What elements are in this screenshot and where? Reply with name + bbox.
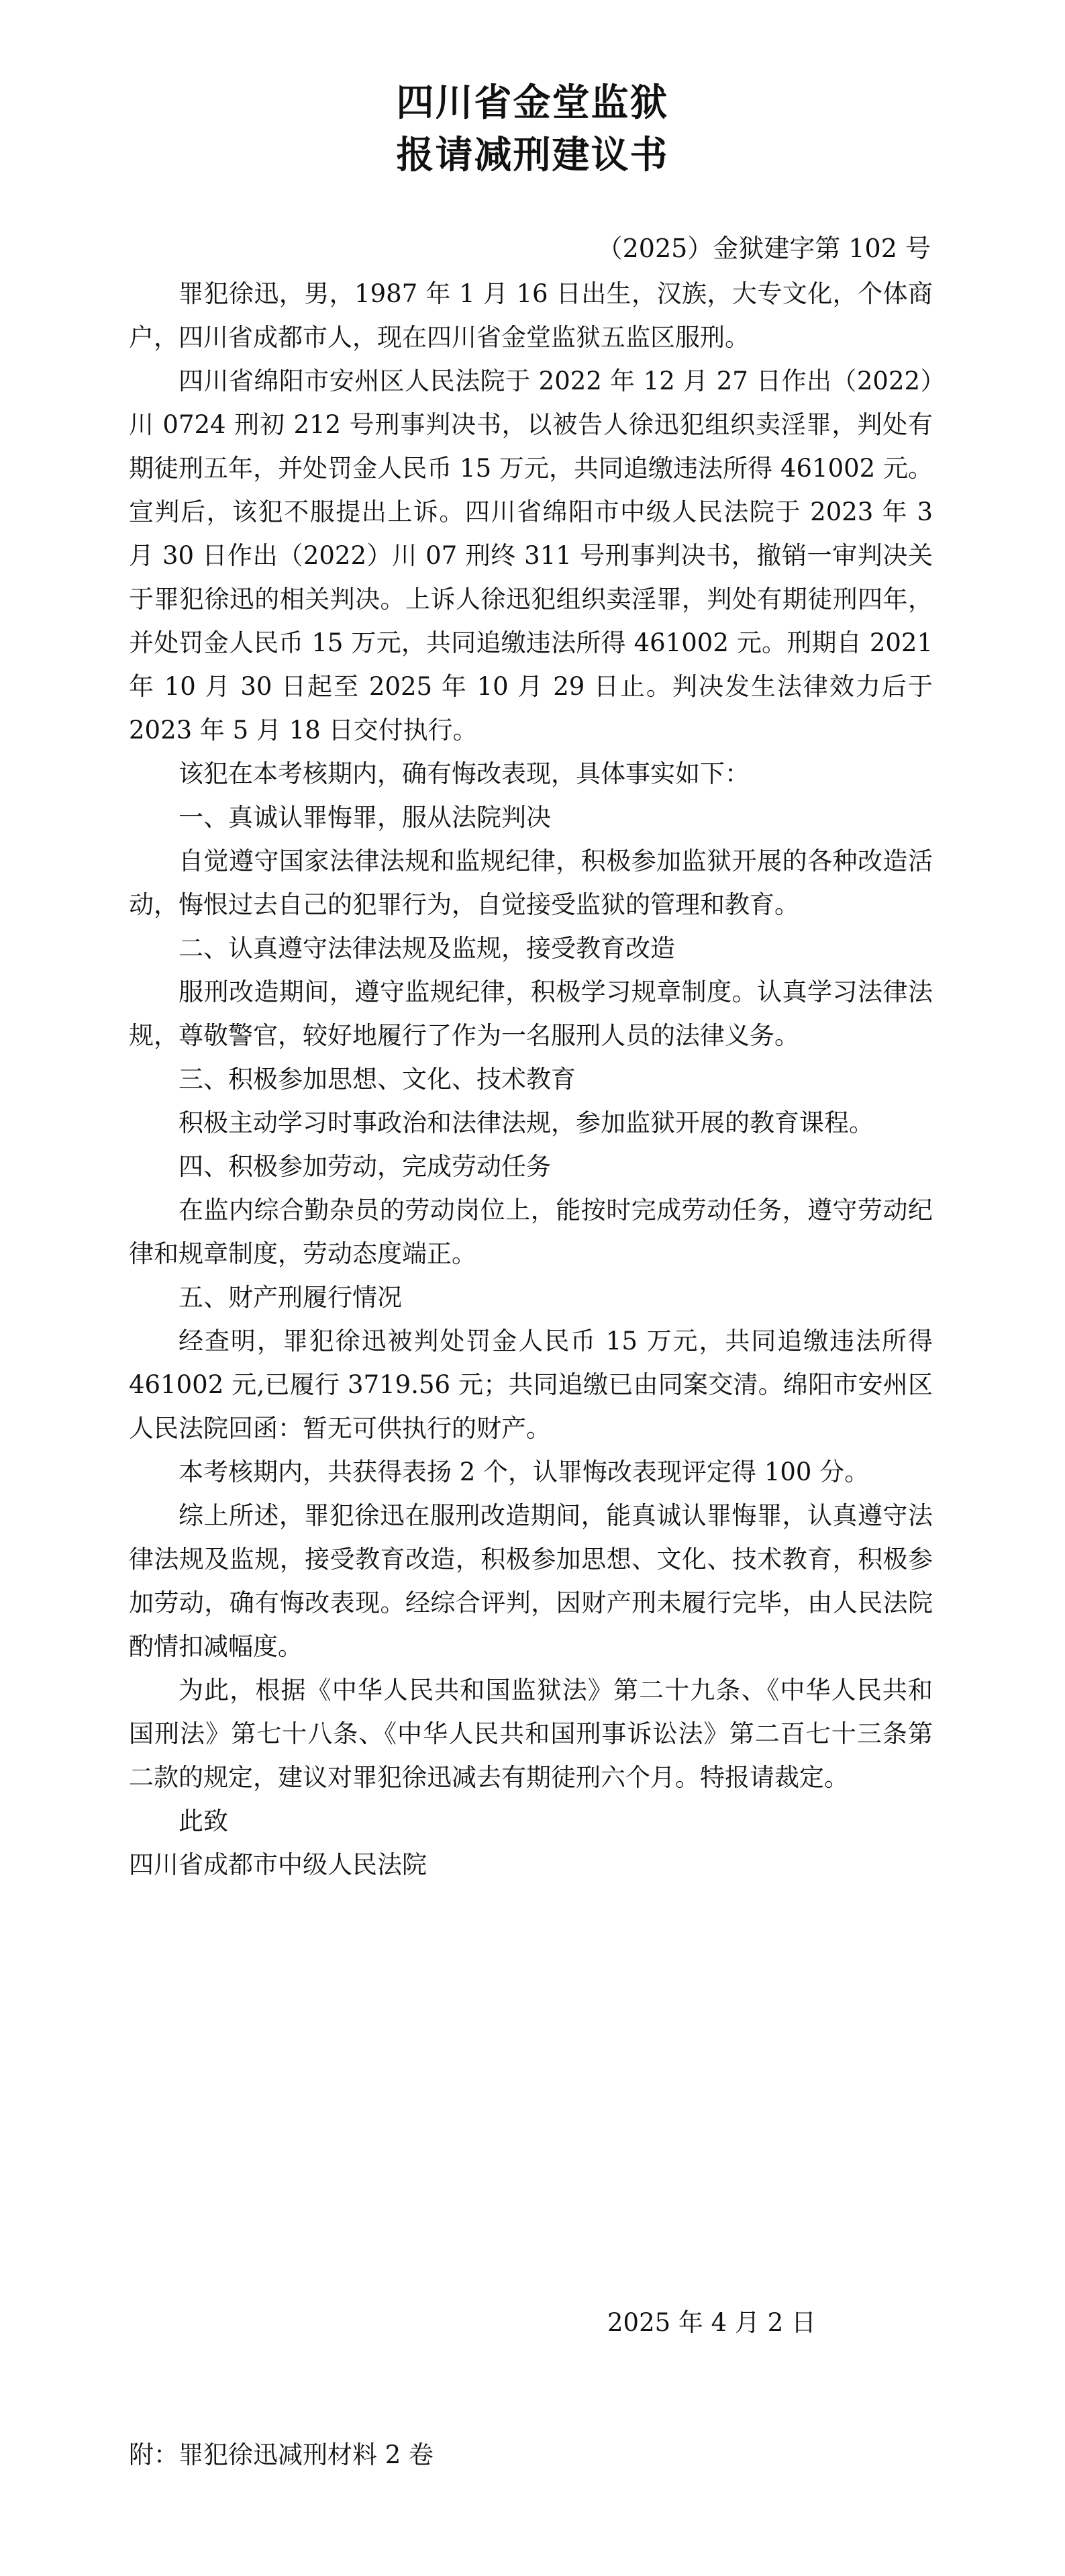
section-heading-1: 一、真诚认罪悔罪，服从法院判决 xyxy=(179,803,551,832)
paragraph-judgment-history: 四川省绵阳市安州区人民法院于 2022 年 12 月 27 日作出（2022）川 0724 刑初 212 号刑事判决书，以被告人徐迅犯组织卖淫罪，判处有期徒刑五年，并处罚金人民币 15 万元，共同追缴违法所得 461002 元。宣判后，该犯不服提出上诉。四川省绵阳市中级人民法院于 2023 年 3 月 30 日作出（2022）川 07 刑终 311 号刑事判决书，撤销一审判决关于罪犯徐迅的相关判决。上诉人徐迅犯组织卖淫罪，判处有期徒刑四年，并处罚金人民币 15 万元，共同追缴违法所得 461002 元。刑期自 2021 年 10 月 30 日起至 2025 年 10 月 29 日止。判决发生法律效力后于 2023 年 5 月 18 日交付执行。 xyxy=(129,367,933,745)
section-body-1: 自觉遵守国家法律法规和监规纪律，积极参加监狱开展的各种改造活动，悔恨过去自己的犯罪行为，自觉接受监狱的管理和教育。 xyxy=(129,847,933,919)
section-heading-2: 二、认真遵守法律法规及监规，接受教育改造 xyxy=(179,934,675,963)
document-body xyxy=(129,272,933,1887)
document-number: （2025）金狱建字第 102 号 xyxy=(597,234,931,263)
paragraph-recommendation: 为此，根据《中华人民共和国监狱法》第二十九条、《中华人民共和国刑法》第七十八条、《中华人民共和国刑事诉讼法》第二百七十三条第二款的规定，建议对罪犯徐迅减去有期徒刑六个月。特报请裁定。 xyxy=(129,1676,933,1792)
paragraph-summary: 综上所述，罪犯徐迅在服刑改造期间，能真诚认罪悔罪，认真遵守法律法规及监规，接受教育改造，积极参加思想、文化、技术教育，积极参加劳动，确有悔改表现。经综合评判，因财产刑未履行完毕，由人民法院酌情扣减幅度。 xyxy=(129,1501,933,1661)
paragraph-assessment-score: 本考核期内，共获得表扬 2 个，认罪悔改表现评定得 100 分。 xyxy=(179,1458,870,1486)
recipient-court: 四川省成都市中级人民法院 xyxy=(129,1850,427,1879)
closing-salutation: 此致 xyxy=(179,1807,228,1835)
section-heading-4: 四、积极参加劳动，完成劳动任务 xyxy=(179,1152,551,1181)
section-body-5: 经查明，罪犯徐迅被判处罚金人民币 15 万元，共同追缴违法所得 461002 元,已履行 3719.56 元；共同追缴已由同案交清。绵阳市安州区人民法院回函：暂无可供执行的财产。 xyxy=(129,1327,933,1443)
section-body-2: 服刑改造期间，遵守监规纪律，积极学习规章制度。认真学习法律法规，尊敬警官，较好地履行了作为一名服刑人员的法律义务。 xyxy=(129,977,933,1050)
document-title-org: 四川省金堂监狱 xyxy=(396,81,669,125)
document-date: 2025 年 4 月 2 日 xyxy=(607,2308,817,2337)
paragraph-intro-facts: 该犯在本考核期内，确有悔改表现，具体事实如下： xyxy=(179,759,750,788)
section-body-4: 在监内综合勤杂员的劳动岗位上，能按时完成劳动任务，遵守劳动纪律和规章制度，劳动态度端正。 xyxy=(129,1196,933,1268)
attachment-note: 附：罪犯徐迅减刑材料 2 卷 xyxy=(129,2440,434,2469)
paragraph-criminal-info: 罪犯徐迅，男，1987 年 1 月 16 日出生，汉族，大专文化，个体商户，四川省成都市人，现在四川省金堂监狱五监区服刑。 xyxy=(129,279,933,352)
section-body-3: 积极主动学习时事政治和法律法规，参加监狱开展的教育课程。 xyxy=(179,1108,874,1137)
document-title-type: 报请减刑建议书 xyxy=(396,134,669,177)
section-heading-3: 三、积极参加思想、文化、技术教育 xyxy=(179,1065,576,1094)
section-heading-5: 五、财产刑履行情况 xyxy=(179,1283,402,1312)
